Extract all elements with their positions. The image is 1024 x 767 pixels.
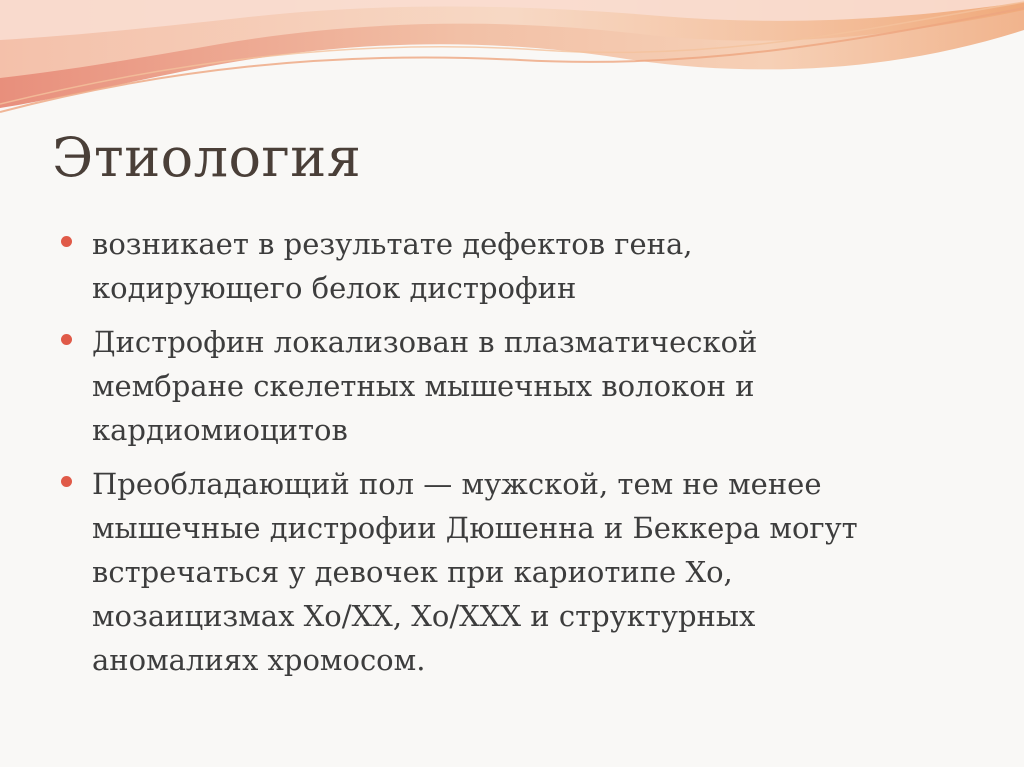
bullet-text-2: Дистрофин локализован в плазматической мембране скелетных мышечных волокон и кардиомиоцитов <box>92 325 758 447</box>
bullet-list <box>60 222 960 692</box>
bullet-item-1 <box>60 222 960 310</box>
red-dot-icon <box>61 476 72 487</box>
bullet-item-3 <box>60 462 960 682</box>
red-dot-icon <box>61 334 72 345</box>
bullet-text-1: возникает в результате дефектов гена, кодирующего белок дистрофин <box>92 227 693 305</box>
slide-title: Этиология <box>52 126 362 189</box>
bullet-item-2 <box>60 320 960 452</box>
red-dot-icon <box>61 236 72 247</box>
bullet-text-3: Преобладающий пол — мужской, тем не менее мышечные дистрофии Дюшенна и Беккера могут встречаться у девочек при кариотипе Хо, мозаицизмах Хо/ХХ, Хо/ХХХ и структурных аномалиях хромосом. <box>92 467 858 677</box>
header-wave-decoration <box>0 0 1024 120</box>
